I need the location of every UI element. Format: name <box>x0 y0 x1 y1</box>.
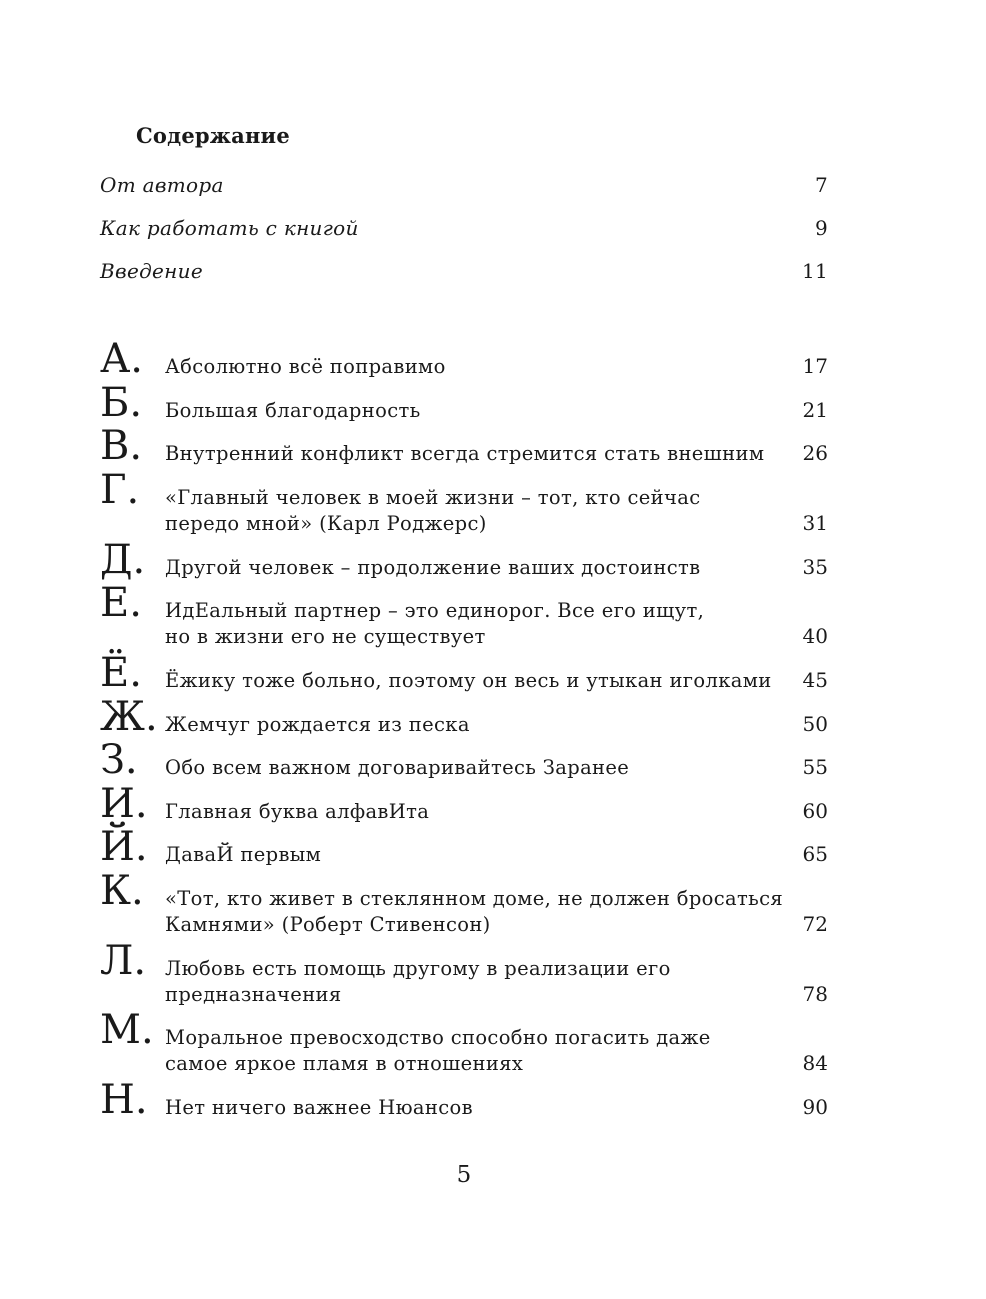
toc-page-number: 65 <box>802 842 828 866</box>
page-number: 5 <box>456 1162 472 1188</box>
toc-page-number: 21 <box>802 398 828 422</box>
toc-page-number: 78 <box>802 982 828 1006</box>
toc-page-number: 17 <box>802 354 828 378</box>
chapter-title: Любовь есть помощь другому в реализации его предназначения <box>165 957 671 1006</box>
toc-intro-item[interactable] <box>100 216 828 240</box>
chapter-letter: Б. <box>100 380 143 426</box>
chapter-letter: И. <box>100 781 148 827</box>
chapter-title: Жемчуг рождается из песка <box>165 713 470 736</box>
toc-page-number: 9 <box>814 216 828 240</box>
toc-page-number: 7 <box>814 173 828 197</box>
toc-intro-item[interactable] <box>100 173 828 197</box>
chapter-title: «Главный человек в моей жизни – тот, кто сейчас передо мной» (Карл Роджерс) <box>165 486 701 535</box>
chapter-title: Нет ничего важнее Нюансов <box>165 1096 473 1119</box>
chapter-title: Абсолютно всё поправимо <box>165 355 446 378</box>
chapter-letter: К. <box>100 868 144 914</box>
toc-page-number: 84 <box>802 1051 828 1075</box>
chapter-letter: Н. <box>100 1077 148 1123</box>
toc-page-number: 31 <box>802 511 828 535</box>
chapter-title: Обо всем важном договаривайтесь Заранее <box>165 756 630 779</box>
chapter-title: Моральное превосходство способно погасить даже самое яркое пламя в отношениях <box>165 1026 711 1075</box>
chapter-letter: Д. <box>100 537 146 583</box>
toc-page-number: 40 <box>802 624 828 648</box>
toc-page-number: 90 <box>802 1095 828 1119</box>
chapter-title: ИдЕальный партнер – это единорог. Все его ищут, но в жизни его не существует <box>165 599 705 648</box>
chapter-title: Ёжику тоже больно, поэтому он весь и утыкан иголками <box>165 669 772 692</box>
toc-page-number: 60 <box>802 799 828 823</box>
chapter-letter: Й. <box>100 824 148 870</box>
toc-page-number: 11 <box>801 259 828 283</box>
toc-page-number: 45 <box>802 668 828 692</box>
toc-intro-title: Как работать с книгой <box>100 216 359 240</box>
chapter-letter: Е. <box>100 580 142 626</box>
chapter-title: Другой человек – продолжение ваших достоинств <box>165 556 701 579</box>
chapter-title: «Тот, кто живет в стеклянном доме, не должен бросаться Камнями» (Роберт Стивенсон) <box>165 887 784 936</box>
chapter-letter: Л. <box>100 938 147 984</box>
toc-intro-title: От автора <box>100 173 224 197</box>
chapter-letter: З. <box>100 737 138 783</box>
toc-intro-title: Введение <box>100 259 203 283</box>
chapter-letter: Ж. <box>100 694 158 740</box>
chapter-letter: Ё. <box>100 650 142 696</box>
chapter-letter: В. <box>100 423 143 469</box>
chapter-letter: М. <box>100 1007 154 1053</box>
contents-heading: Содержание <box>136 123 290 148</box>
toc-page-number: 26 <box>802 441 828 465</box>
toc-page-number: 50 <box>802 712 828 736</box>
toc-page-number: 35 <box>802 555 828 579</box>
toc-page-number: 55 <box>802 755 828 779</box>
chapter-letter: А. <box>100 336 144 382</box>
chapter-letter: Г. <box>100 467 140 513</box>
toc-page-number: 72 <box>802 912 828 936</box>
chapter-title: Главная буква алфавИта <box>165 800 430 823</box>
toc-intro-item[interactable] <box>100 259 828 283</box>
chapter-title: ДаваЙ первым <box>165 843 322 866</box>
chapter-title: Внутренний конфликт всегда стремится стать внешним <box>165 442 765 465</box>
chapter-title: Большая благодарность <box>165 399 421 422</box>
